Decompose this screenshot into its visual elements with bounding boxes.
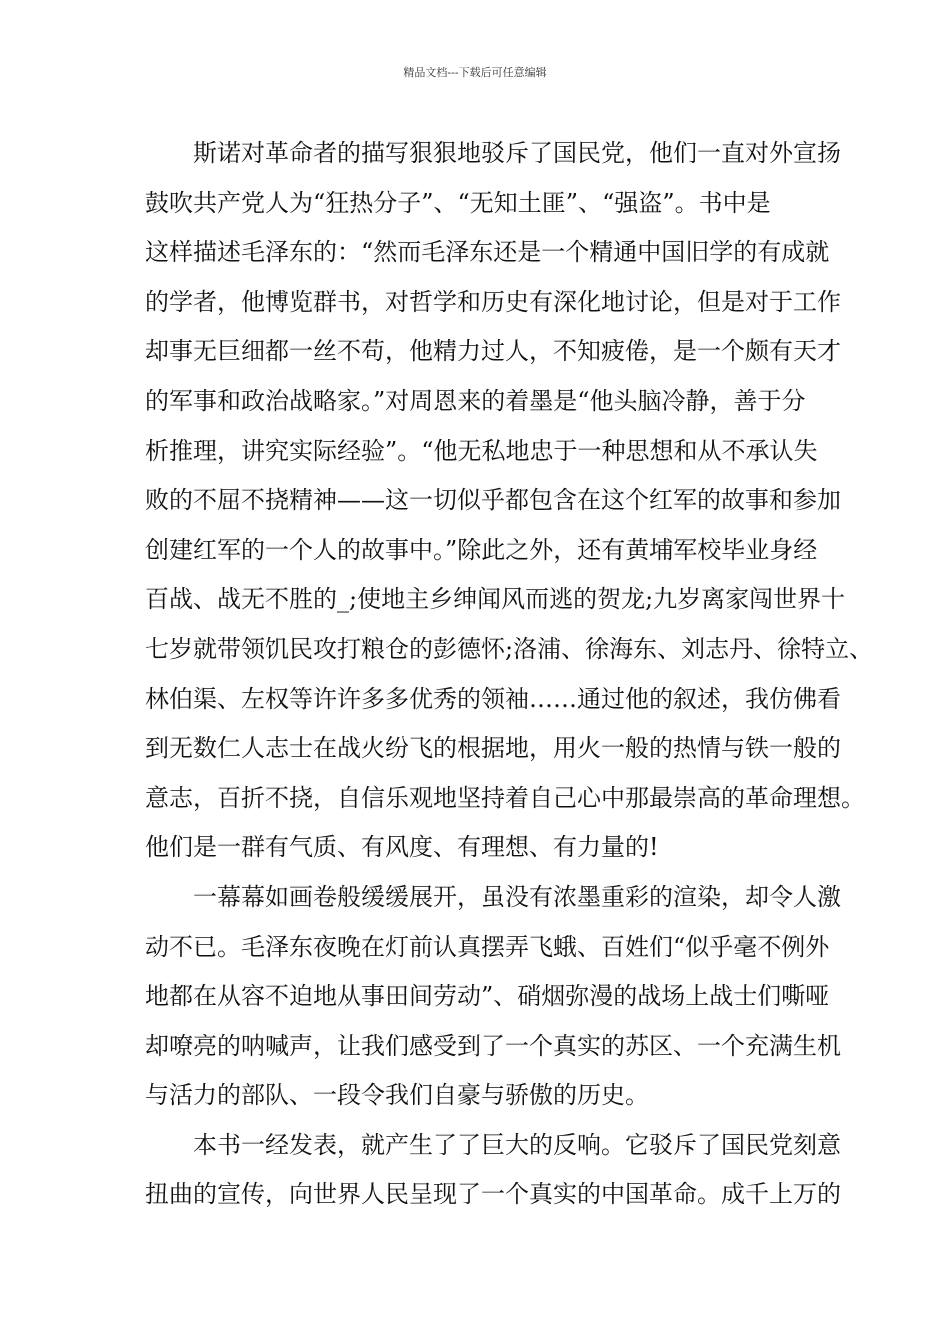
- document-body: [145, 129, 874, 1220]
- paragraph-3-line-1: 本书一经发表，就产生了了巨大的反响。它驳斥了国民党刻意: [193, 1130, 841, 1159]
- paragraph-1-line-5: 却事无巨细都一丝不苟，他精力过人，不知疲倦，是一个颇有天才: [145, 337, 841, 366]
- paragraph-2-line-2: 动不已。毛泽东夜晚在灯前认真摆弄飞蛾、百姓们“似乎毫不例外: [145, 932, 830, 961]
- paragraph-2-line-1: 一幕幕如画卷般缓缓展开，虽没有浓墨重彩的渲染，却令人激: [193, 882, 841, 911]
- paragraph-1-line-4: 的学者，他博览群书，对哲学和历史有深化地讨论，但是对于工作: [145, 287, 841, 316]
- page-header: 精品文档---下载后可任意编辑: [403, 66, 547, 79]
- paragraph-1-line-11: 七岁就带领饥民攻打粮仓的彭德怀;洛浦、徐海东、刘志丹、徐特立、: [145, 634, 874, 663]
- paragraph-2-line-4: 却嘹亮的呐喊声，让我们感受到了一个真实的苏区、一个充满生机: [145, 1031, 841, 1060]
- paragraph-1-line-2: 鼓吹共产党人为“狂热分子”、“无知土匪”、“强盗”。书中是: [145, 188, 771, 217]
- paragraph-3-line-2: 扭曲的宣传，向世界人民呈现了一个真实的中国革命。成千上万的: [145, 1180, 841, 1209]
- paragraph-1-line-15: 他们是一群有气质、有风度、有理想、有力量的!: [145, 833, 659, 862]
- paragraph-1-line-12: 林伯渠、左权等许许多多优秀的领袖……通过他的叙述，我仿佛看: [145, 684, 841, 713]
- paragraph-1-line-13: 到无数仁人志士在战火纷飞的根据地，用火一般的热情与铁一般的: [145, 734, 841, 763]
- paragraph-1-line-9: 创建红军的一个人的故事中。”除此之外，还有黄埔军校毕业身经: [145, 535, 818, 564]
- paragraph-1-line-6: 的军事和政治战略家。”对周恩来的着墨是“他头脑冷静，善于分: [145, 386, 806, 415]
- paragraph-2-line-3: 地都在从容不迫地从事田间劳动”、硝烟弥漫的战场上战士们嘶哑: [145, 982, 830, 1011]
- paragraph-1-line-7: 析推理，讲究实际经验”。“他无私地忠于一种思想和从不承认失: [145, 436, 818, 465]
- paragraph-1-line-1: 斯诺对革命者的描写狠狠地驳斥了国民党，他们一直对外宣扬: [193, 139, 841, 167]
- paragraph-2-line-5: 与活力的部队、一段令我们自豪与骄傲的历史。: [145, 1081, 649, 1110]
- paragraph-1-line-14: 意志，百折不挠，自信乐观地坚持着自己心中那最崇高的革命理想。: [145, 783, 865, 812]
- paragraph-1-line-3: 这样描述毛泽东的：“然而毛泽东还是一个精通中国旧学的有成就: [145, 238, 830, 267]
- paragraph-1-line-8: 败的不屈不挠精神——这一切似乎都包含在这个红军的故事和参加: [145, 486, 841, 515]
- paragraph-1-line-10: 百战、战无不胜的_;使地主乡绅闻风而逃的贺龙;九岁离家闯世界十: [145, 585, 846, 614]
